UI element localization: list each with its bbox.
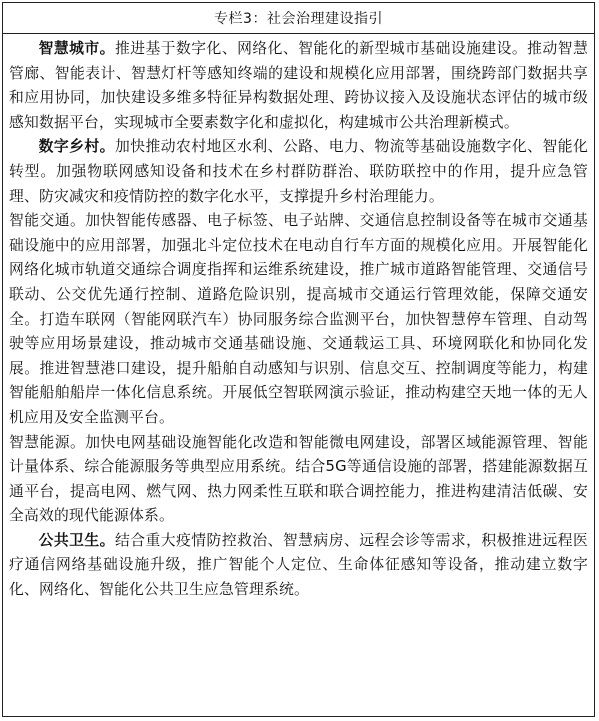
box-title: 专栏3：社会治理建设指引 xyxy=(3,3,594,34)
section-public-health xyxy=(9,529,588,603)
section-text: 智能交通。加快智能传感器、电子标签、电子站牌、交通信息控制设备等在城市交通基础设施中的应用部署，加强北斗定位技术在电动自行车方面的规模化应用。开展智能化网络化城市轨道交通综合调度指挥和运维系统建设，推广城市道路智能管理、交通信号联动、公交优先通行控制、道路危险识别，提高城市交通运行管理效能，保障交通安全。打造车联网（智能网联汽车）协同服务综合监测平台，加快智慧停车管理、自动驾驶等应用场景建设，推动城市交通基础设施、交通载运工具、环境网联化和协同化发展。推进智慧港口建设，提升船舶自动感知与识别、信息交互、控制调度等能力，构建智能船舶船岸一体化信息系统。开展低空智联网演示验证，推动构建空天地一体的无人机应用及安全监测平台。 xyxy=(9,212,588,426)
sidebar-box xyxy=(2,2,595,717)
section-smart-transport xyxy=(9,209,588,430)
section-smart-city xyxy=(9,37,588,135)
section-heading: 数字乡村。 xyxy=(38,138,115,156)
section-text: 结合重大疫情防控救治、智慧病房、远程会诊等需求，积极推进远程医疗通信网络基础设施升级，推广智能个人定位、生命体征感知等设备，推动建立数字化、网络化、智能化公共卫生应急管理系统。 xyxy=(9,531,588,599)
section-text: 加快推动农村地区水利、公路、电力、物流等基础设施数字化、智能化转型。加强物联网感知设备和技术在乡村群防群治、联防联控中的作用，提升应急管理、防灾减灾和疫情防控的数字化水平，支撑提升乡村治理能力。 xyxy=(9,138,588,205)
section-text: 推进基于数字化、网络化、智能化的新型城市基础设施建设。推动智慧管廊、智能表计、智慧灯杆等感知终端的建设和规模化应用部署，围绕跨部门数据共享和应用协同，加快建设多维多特征异构数据处理、跨协议接入及设施状态评估的城市级感知数据平台，实现城市全要素数字化和虚拟化，构建城市公共治理新模式。 xyxy=(9,40,588,131)
section-smart-energy xyxy=(9,431,588,529)
section-heading: 智慧城市。 xyxy=(38,40,115,57)
section-text: 智慧能源。加快电网基础设施智能化改造和智能微电网建设，部署区域能源管理、智能计量体系、综合能源服务等典型应用系统。结合5G等通信设施的部署，搭建能源数据互通平台，提高电网、燃气网、热力网柔性互联和联合调控能力，推进构建清洁低碳、安全高效的现代能源体系。 xyxy=(9,433,588,525)
box-content xyxy=(3,34,594,603)
section-digital-village xyxy=(9,135,588,209)
section-heading: 公共卫生。 xyxy=(38,531,115,549)
